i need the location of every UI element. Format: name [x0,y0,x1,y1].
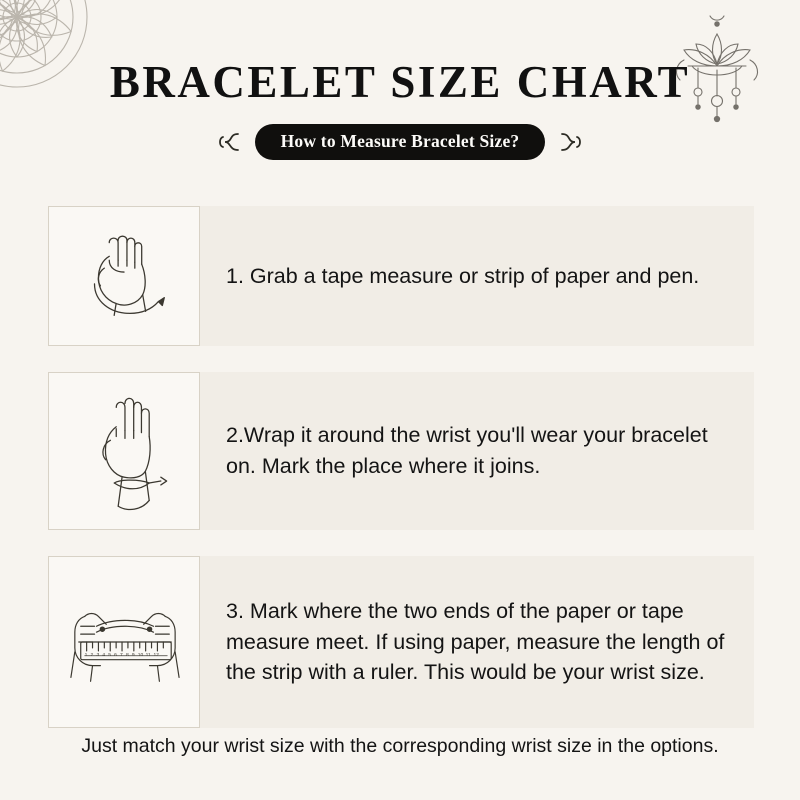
hand-with-tape-around-wrist-icon [48,372,200,530]
footer-note: Just match your wrist size with the corresponding wrist size in the options. [81,735,719,757]
svg-text:9: 9 [131,652,135,658]
list-item [48,372,754,530]
subtitle-row [0,124,800,160]
svg-text:2: 2 [90,652,94,658]
svg-text:10: 10 [137,652,144,658]
flourish-right-icon [557,129,583,155]
subtitle-pill: How to Measure Bracelet Size? [255,124,546,160]
hands-measuring-strip-with-ruler-icon [48,556,200,728]
svg-text:1: 1 [84,652,88,658]
svg-text:11: 11 [145,652,151,658]
page-title: BRACELET SIZE CHART [109,57,691,107]
svg-text:12: 12 [153,652,159,658]
step-text: 1. Grab a tape measure or strip of paper and pen. [226,263,700,288]
svg-text:3: 3 [96,652,100,658]
flourish-left-icon [217,129,243,155]
steps-list [48,206,754,754]
list-item [48,206,754,346]
list-item [48,556,754,728]
svg-text:6: 6 [114,652,117,658]
hand-fist-with-tape-icon [48,206,200,346]
svg-text:8: 8 [125,652,129,658]
step-text: 3. Mark where the two ends of the paper or tape measure meet. If using paper, measure the length of the strip with a ruler. This would be your wrist size. [226,599,725,685]
step-text: 2.Wrap it around the wrist you'll wear your bracelet on. Mark the place where it joins. [226,423,708,478]
svg-text:5: 5 [108,652,112,658]
svg-text:4: 4 [102,652,106,658]
svg-text:7: 7 [120,652,123,658]
